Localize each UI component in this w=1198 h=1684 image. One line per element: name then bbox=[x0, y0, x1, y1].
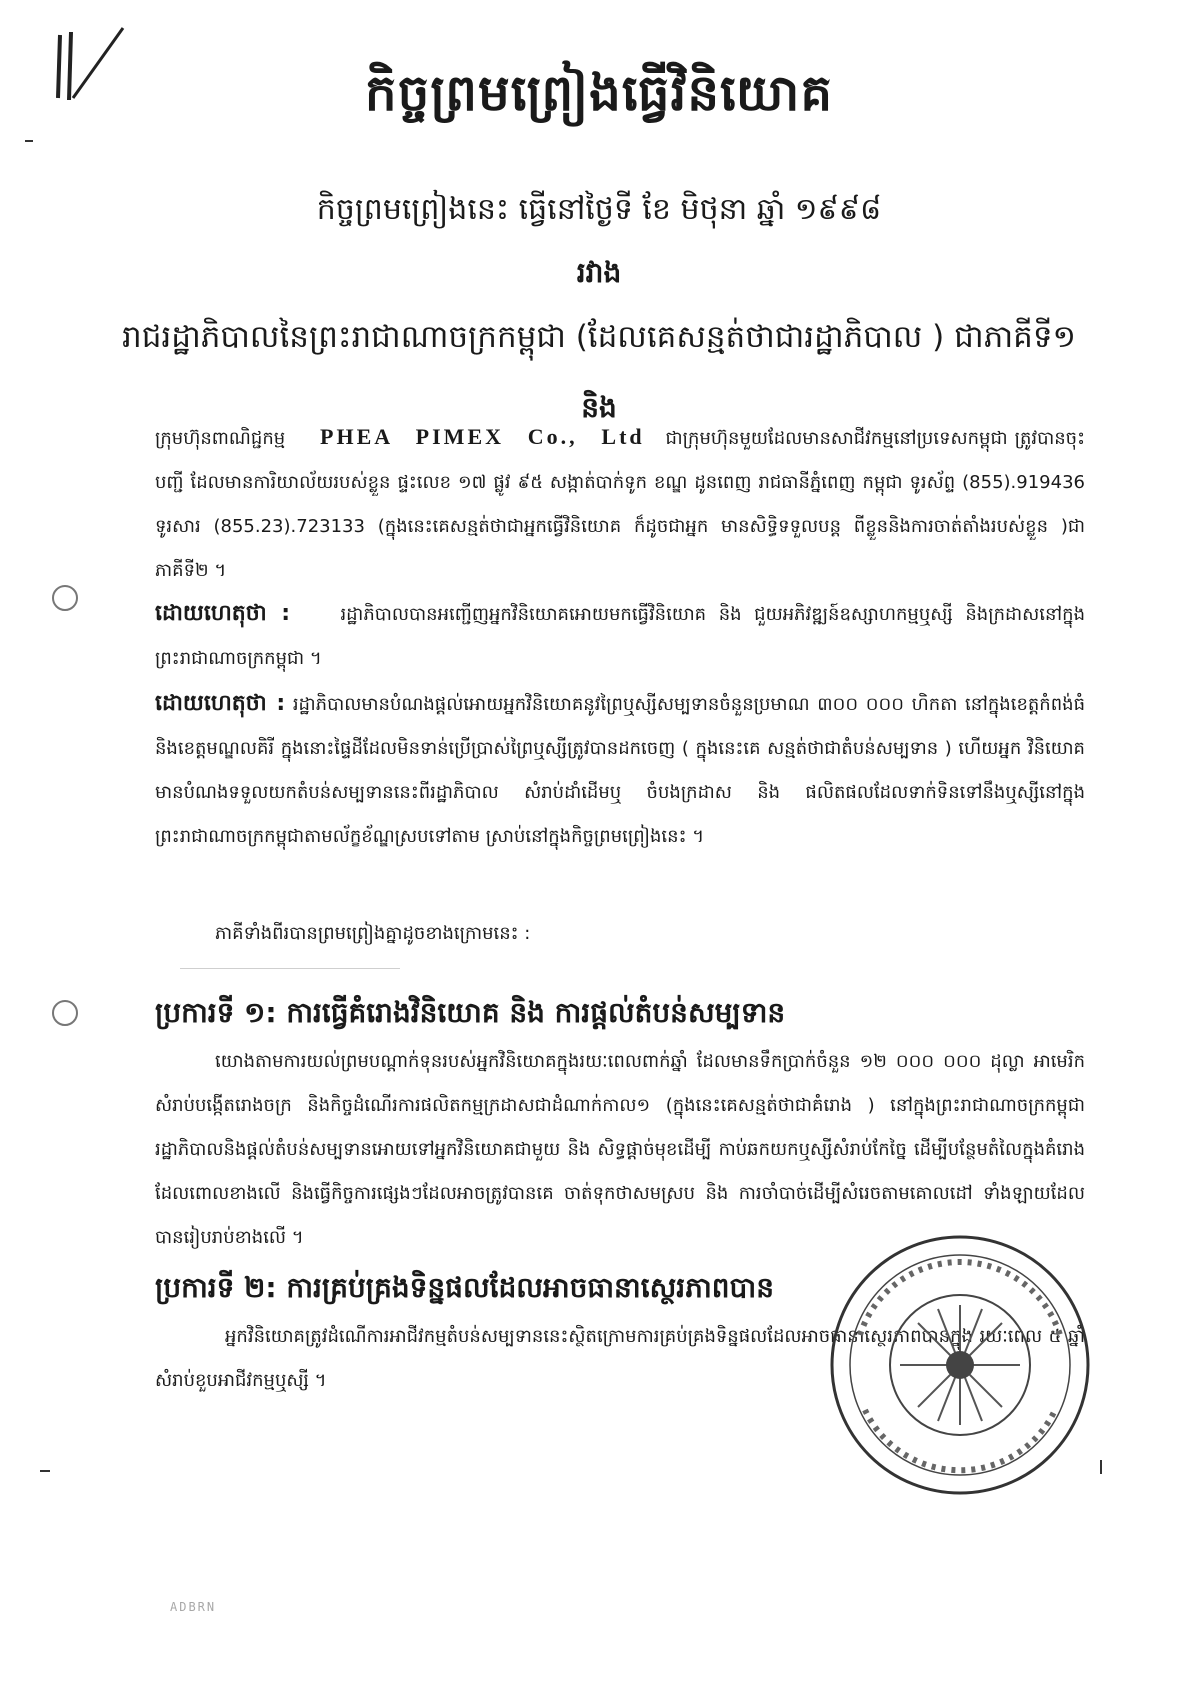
whereas-label: ដោយហេតុថា : bbox=[155, 601, 291, 626]
document-title: កិច្ចព្រមព្រៀងធ្វើវិនិយោគ bbox=[364, 64, 834, 122]
party-one: រាជរដ្ឋាភិបាលនៃព្រះរាជាណាចក្រកម្ពុជា (ដែលគេសន្មត់ថាជារដ្ឋាភិបាល ) ជាភាគីទី១ bbox=[122, 319, 1076, 355]
article-2-heading: ប្រការទី ២: ការគ្រប់គ្រងទិន្នផលដែលអាចធានាស្ថេរភាពបាន bbox=[155, 1271, 774, 1304]
whereas-text: រដ្ឋាភិបាលបានអញ្ជើញអ្នកវិនិយោគអោយមកធ្វើវិនិយោគ និង ជួយអភិវឌ្ឍន៍ឧស្សាហកម្មឬស្សី និងក្រដាសនៅក្នុងព្រះរាជាណាចក្រកម្ពុជា ។ bbox=[155, 604, 1085, 669]
whereas-paragraph-2 bbox=[155, 682, 1085, 859]
article-1-text: យោងតាមការយល់ព្រមបណ្តាក់ទុនរបស់អ្នកវិនិយោគក្នុងរយៈពេលពាក់ឆ្នាំ ដែលមានទឹកប្រាក់ចំនួន ១២ ០០០ ០០០ ដុល្លា អាមេរិក សំរាប់បង្កើតរោងចក្រ និងកិច្ចដំណើរការផលិតកម្មក្រដាសជាដំណាក់កាល១ (ក្នុងនេះគេសន្មត់ថាជាគំរោង ) នៅក្នុងព្រះរាជាណាចក្រកម្ពុជា រដ្ឋាភិបាលនិងផ្តល់តំបន់សម្បទានអោយទៅអ្នកវិនិយោគជាមួយ និង សិទ្ធផ្តាច់មុខដើម្បី កាប់ឆកយកឬស្សីសំរាប់កែច្នៃ ដើម្បីបន្ថែមតំលៃក្នុងគំរោងដែលពោលខាងលើ និងធ្វើកិច្ចការផ្សេងៗដែលអាចត្រូវបានគេ ចាត់ទុកថាសមស្រប និង ការចាំបាច់ដើម្បីសំរេចតាមគោលដៅ ទាំងឡាយដែលបានរៀបរាប់ខាងលើ ។ bbox=[155, 1051, 1085, 1248]
punch-hole-icon bbox=[52, 585, 78, 611]
party-two-paragraph bbox=[155, 415, 1085, 593]
agreement-line: ភាគីទាំងពីរបានព្រមព្រៀងគ្នាដូចខាងក្រោមនេះ : bbox=[215, 923, 531, 944]
scan-speck bbox=[1100, 1460, 1102, 1474]
bottom-code: ADBRN bbox=[170, 1600, 217, 1614]
dateline: កិច្ចព្រមព្រៀងនេះ ធ្វើនៅថ្ងៃទី ខែ មិថុនា ឆ្នាំ ១៩៩៨ bbox=[316, 192, 882, 227]
official-seal-stamp bbox=[820, 1225, 1100, 1505]
article-1-heading: ប្រការទី ១: ការធ្វើគំរោងវិនិយោគ និង ការផ្តល់តំបន់សម្បទាន bbox=[155, 996, 786, 1029]
punch-hole-icon bbox=[52, 1000, 78, 1026]
whereas-text: រដ្ឋាភិបាលមានបំណងផ្តល់អោយអ្នកវិនិយោគនូវព្រៃឬស្សីសម្បទានចំនួនប្រមាណ ៣០០ ០០០ ហិកតា នៅក្នុងខេត្តកំពង់ធំនិងខេត្តមណ្ឌលគិរី ក្នុងនោះផ្ទៃដីដែលមិនទាន់ប្រើប្រាស់ព្រៃឬស្សីត្រូវបានដកចេញ ( ក្នុងនេះគេ សន្មត់ថាជាតំបន់សម្បទាន ) ហើយអ្នក វិនិយោគមានបំណងទទួលយកតំបន់សម្បទាននេះពីរដ្ឋាភិបាល សំរាប់ដាំដើមឬ ចំបងក្រដាស និង ផលិតផលដែលទាក់ទិនទៅនឹងឬស្សីនៅក្នុងព្រះរាជាណាចក្រកម្ពុជាតាមល័ក្ខខ័ណ្ឌស្របទៅតាម ស្រាប់នៅក្នុងកិច្ចព្រមព្រៀងនេះ ។ bbox=[155, 694, 1086, 847]
and-label: និង bbox=[581, 391, 617, 424]
party-two-prefix: ក្រុមហ៊ុនពាណិជ្ជកម្ម bbox=[155, 428, 286, 449]
scan-artifact bbox=[180, 968, 400, 969]
whereas-paragraph-1 bbox=[155, 592, 1085, 681]
scan-speck bbox=[40, 1470, 50, 1472]
scan-speck bbox=[25, 140, 33, 142]
company-name: PHEA PIMEX Co., Ltd bbox=[320, 424, 645, 449]
article-2-text: អ្នកវិនិយោគត្រូវដំណើការអាជីវកម្មតំបន់សម្បទាននេះស្ថិតក្រោមការគ្រប់គ្រងទិន្នផលដែលអាចធានាស្ថេរភាពបានក្នុង រយៈពេល ៥ ឆ្នាំ សំរាប់ខួបអាជីវកម្មឬស្សី ។ bbox=[155, 1326, 1085, 1391]
whereas-label: ដោយហេតុថា : bbox=[155, 691, 286, 716]
between-label: រវាង bbox=[576, 256, 622, 289]
party-two-text: ជាក្រុមហ៊ុនមួយដែលមានសាជីវកម្មនៅប្រទេសកម្ពុជា ត្រូវបានចុះបញ្ជី ដែលមានការិយាល័យរបស់ខ្លួន ផ្ទះលេខ ១៧ ផ្លូវ ៩៥ សង្កាត់បាក់ទូក ខណ្ឌ ដូនពេញ រាជធានីភ្នំពេញ កម្ពុជា ទូរស័ព្ទ (855).919436 ទូរសារ (855.23).723133 (ក្នុងនេះគេសន្មត់ថាជាអ្នកធ្វើវិនិយោគ ក៏ដូចជាអ្នក មានសិទ្ធិទទួលបន្ត ពីខ្លួននិងការចាត់តាំងរបស់ខ្លួន )ជាភាគីទី២ ។ bbox=[155, 428, 1085, 581]
